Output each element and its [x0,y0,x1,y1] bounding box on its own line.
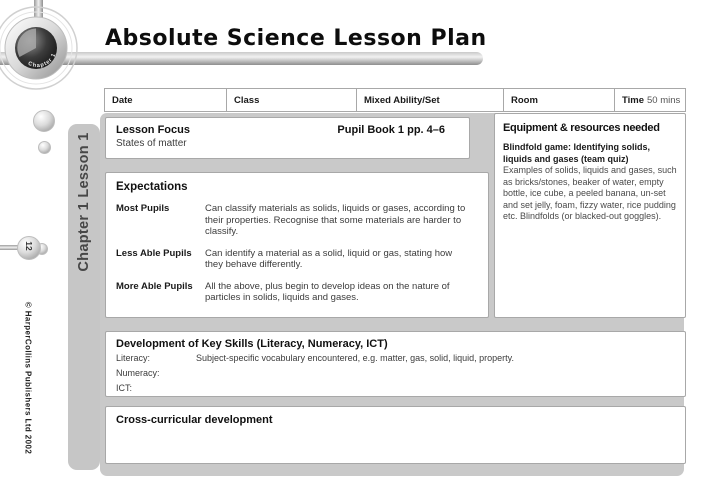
time-cell [615,89,685,111]
info-header-row [104,88,686,112]
cross-curricular-heading: Cross-curricular development [116,414,273,426]
time-value: 50 mins [647,95,681,106]
lesson-focus-box [105,117,470,159]
equipment-activity-title: Blindfold game: Identifying solids, liquids and gases (team quiz) [503,142,651,164]
expectations-heading: Expectations [116,181,188,193]
expectation-row-less-able [116,248,478,271]
key-skills-value: Subject-specific vocabulary encountered, e.g. matter, gas, solid, liquid, property. [196,353,515,363]
pupil-book-reference: Pupil Book 1 pp. 4–6 [337,124,445,136]
key-skills-label: Numeracy: [116,368,160,378]
expectations-box [105,172,489,318]
expectation-text: Can identify a material as a solid, liquid or gas, stating how they behave differently. [205,247,453,270]
time-label: Time [622,95,645,106]
equipment-description: Examples of solids, liquids and gases, such as bricks/stones, beaker of water, empty bottle, ice cube, a peeled banana, un-set and set jelly, foam, fizzy water, rice pudding etc. Blindfolds (or blacked-out goggles). [503,165,677,221]
chapter-lesson-tab [68,124,100,470]
chapter-lesson-tab-label: Chapter 1 Lesson 1 [76,132,92,272]
expectation-label: Less Able Pupils [116,247,192,259]
lesson-focus-heading: Lesson Focus [116,124,190,136]
key-skills-row-literacy [116,352,675,365]
copyright-notice: © HarperCollins Publishers Ltd 2002 [23,301,33,455]
chapter-logo [0,0,92,98]
room-cell: Room [504,89,615,111]
expectation-label: Most Pupils [116,203,170,214]
key-skills-heading: Development of Key Skills (Literacy, Numeracy, ICT) [116,338,388,350]
page-number: 12 [24,241,34,251]
key-skills-box [105,331,686,397]
key-skills-label: Literacy: [116,353,151,363]
decorative-sphere-large [33,110,55,132]
lesson-focus-value: States of matter [116,138,187,149]
page-title: Absolute Science Lesson Plan [105,26,487,51]
expectation-row-more-able [116,281,478,304]
key-skills-row-numeracy [116,367,675,380]
date-cell: Date [105,89,227,111]
logo-chapter-label: Chapter 1 [27,52,58,70]
key-skills-label: ICT: [116,383,133,393]
expectation-text: Can classify materials as solids, liquids or gases, according to their properties. Recognise that some materials are harder to classify. [205,203,466,237]
expectation-text: All the above, plus begin to develop ideas on the nature of particles in solids, liquids and gases. [205,280,450,303]
key-skills-value [196,367,675,380]
mixed-ability-cell: Mixed Ability/Set [357,89,504,111]
key-skills-value [196,382,675,395]
equipment-box [494,113,686,318]
decorative-sphere-small [38,141,51,154]
key-skills-row-ict [116,382,675,395]
expectation-row-most [116,203,478,238]
equipment-heading: Equipment & resources needed [503,122,660,134]
expectation-label: More Able Pupils [116,280,193,292]
class-cell: Class [227,89,357,111]
cross-curricular-box [105,406,686,464]
